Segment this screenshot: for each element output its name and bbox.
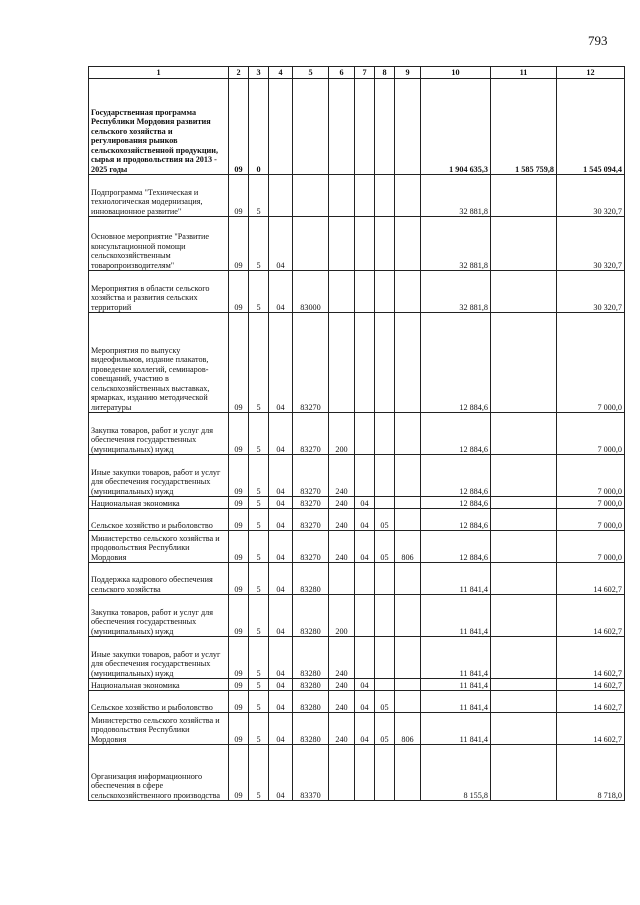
cell-col-10: 12 884,6 [421,455,491,497]
column-header: 12 [557,67,625,79]
table-row [89,313,625,413]
cell-col-11 [491,745,557,801]
cell-col-9 [395,745,421,801]
cell-col-8 [375,563,395,595]
cell-col-10: 32 881,8 [421,175,491,217]
cell-col-8 [375,79,395,175]
cell-col-5: 83280 [293,691,329,713]
cell-col-4: 04 [269,745,293,801]
row-name: Национальная экономика [89,679,229,691]
cell-col-5: 83000 [293,271,329,313]
cell-col-10: 11 841,4 [421,691,491,713]
cell-col-2: 09 [229,497,249,509]
cell-col-3: 5 [249,563,269,595]
column-header: 3 [249,67,269,79]
cell-col-5: 83270 [293,313,329,413]
row-name: Иные закупки товаров, работ и услуг для обеспечения государственных (муниципальных) нужд [89,455,229,497]
cell-col-8: 05 [375,713,395,745]
cell-col-2: 09 [229,313,249,413]
cell-col-8 [375,745,395,801]
cell-col-7 [355,455,375,497]
cell-col-4: 04 [269,531,293,563]
cell-col-5: 83270 [293,509,329,531]
cell-col-8: 05 [375,691,395,713]
cell-col-5: 83280 [293,637,329,679]
row-name: Мероприятия по выпуску видеофильмов, издание плакатов, проведение коллегий, семинаров-совещаний, участию в сельскохозяйственных выставках, ярмарках, изданию методической литературы [89,313,229,413]
cell-col-8 [375,679,395,691]
cell-col-8: 05 [375,531,395,563]
row-name: Национальная экономика [89,497,229,509]
cell-col-12: 14 602,7 [557,595,625,637]
cell-col-10: 11 841,4 [421,637,491,679]
cell-col-10: 11 841,4 [421,679,491,691]
cell-col-5: 83280 [293,713,329,745]
table-row [89,271,625,313]
cell-col-11: 1 585 759,8 [491,79,557,175]
cell-col-12: 30 320,7 [557,271,625,313]
cell-col-10: 12 884,6 [421,413,491,455]
cell-col-12: 30 320,7 [557,217,625,271]
cell-col-6 [329,217,355,271]
cell-col-3: 5 [249,679,269,691]
cell-col-2: 09 [229,509,249,531]
cell-col-6: 240 [329,531,355,563]
cell-col-11 [491,313,557,413]
cell-col-10: 32 881,8 [421,217,491,271]
cell-col-10: 11 841,4 [421,563,491,595]
column-header: 9 [395,67,421,79]
cell-col-3: 5 [249,497,269,509]
cell-col-11 [491,637,557,679]
cell-col-4: 04 [269,595,293,637]
cell-col-9 [395,271,421,313]
table-row [89,595,625,637]
cell-col-2: 09 [229,455,249,497]
cell-col-4: 04 [269,563,293,595]
cell-col-12: 1 545 094,4 [557,79,625,175]
row-name: Поддержка кадрового обеспечения сельского хозяйства [89,563,229,595]
cell-col-7: 04 [355,509,375,531]
cell-col-6: 200 [329,595,355,637]
cell-col-3: 0 [249,79,269,175]
cell-col-11 [491,497,557,509]
cell-col-7: 04 [355,679,375,691]
cell-col-11 [491,455,557,497]
cell-col-10: 11 841,4 [421,713,491,745]
cell-col-9 [395,175,421,217]
cell-col-7 [355,413,375,455]
cell-col-8 [375,217,395,271]
cell-col-7 [355,217,375,271]
cell-col-2: 09 [229,595,249,637]
cell-col-8 [375,175,395,217]
cell-col-11 [491,563,557,595]
table-row [89,531,625,563]
row-name: Сельское хозяйство и рыболовство [89,691,229,713]
cell-col-9 [395,595,421,637]
table-row [89,217,625,271]
cell-col-5: 83270 [293,497,329,509]
cell-col-6: 200 [329,413,355,455]
cell-col-4: 04 [269,637,293,679]
cell-col-6: 240 [329,509,355,531]
cell-col-2: 09 [229,691,249,713]
cell-col-4: 04 [269,271,293,313]
row-name: Иные закупки товаров, работ и услуг для обеспечения государственных (муниципальных) нужд [89,637,229,679]
cell-col-3: 5 [249,637,269,679]
cell-col-6: 240 [329,455,355,497]
cell-col-7 [355,563,375,595]
cell-col-6: 240 [329,691,355,713]
table-row [89,713,625,745]
cell-col-4: 04 [269,509,293,531]
table-row [89,745,625,801]
cell-col-3: 5 [249,509,269,531]
cell-col-3: 5 [249,713,269,745]
cell-col-12: 7 000,0 [557,531,625,563]
cell-col-12: 7 000,0 [557,413,625,455]
cell-col-12: 7 000,0 [557,313,625,413]
cell-col-2: 09 [229,217,249,271]
table-row [89,79,625,175]
cell-col-5: 83280 [293,563,329,595]
cell-col-7 [355,79,375,175]
cell-col-6 [329,79,355,175]
column-header: 10 [421,67,491,79]
cell-col-4: 04 [269,455,293,497]
table-row [89,413,625,455]
cell-col-5 [293,175,329,217]
cell-col-2: 09 [229,745,249,801]
cell-col-6: 240 [329,713,355,745]
cell-col-4: 04 [269,217,293,271]
column-header: 5 [293,67,329,79]
cell-col-9 [395,313,421,413]
row-name: Закупка товаров, работ и услуг для обеспечения государственных (муниципальных) нужд [89,595,229,637]
table-header-row [89,67,625,79]
cell-col-5: 83280 [293,595,329,637]
cell-col-11 [491,713,557,745]
cell-col-12: 7 000,0 [557,497,625,509]
cell-col-12: 14 602,7 [557,713,625,745]
cell-col-8 [375,455,395,497]
cell-col-9 [395,679,421,691]
cell-col-6 [329,271,355,313]
cell-col-4: 04 [269,497,293,509]
cell-col-3: 5 [249,175,269,217]
column-header: 2 [229,67,249,79]
cell-col-11 [491,595,557,637]
row-name: Подпрограмма "Техническая и технологическая модернизация, инновационное развитие" [89,175,229,217]
cell-col-2: 09 [229,531,249,563]
cell-col-3: 5 [249,455,269,497]
column-header: 1 [89,67,229,79]
cell-col-6 [329,563,355,595]
cell-col-3: 5 [249,691,269,713]
cell-col-12: 14 602,7 [557,679,625,691]
cell-col-4: 04 [269,679,293,691]
cell-col-12: 7 000,0 [557,509,625,531]
cell-col-5: 83370 [293,745,329,801]
cell-col-3: 5 [249,531,269,563]
cell-col-6 [329,175,355,217]
budget-table [88,66,625,801]
cell-col-9 [395,79,421,175]
cell-col-11 [491,531,557,563]
cell-col-11 [491,509,557,531]
cell-col-9 [395,691,421,713]
cell-col-8 [375,497,395,509]
cell-col-12: 14 602,7 [557,563,625,595]
cell-col-5: 83280 [293,679,329,691]
cell-col-4: 04 [269,713,293,745]
cell-col-5: 83270 [293,455,329,497]
row-name: Сельское хозяйство и рыболовство [89,509,229,531]
cell-col-6: 240 [329,497,355,509]
cell-col-7 [355,313,375,413]
cell-col-8 [375,413,395,455]
cell-col-3: 5 [249,217,269,271]
row-name: Мероприятия в области сельского хозяйства и развития сельских территорий [89,271,229,313]
cell-col-9 [395,217,421,271]
cell-col-6 [329,313,355,413]
column-header: 8 [375,67,395,79]
cell-col-9 [395,637,421,679]
cell-col-7: 04 [355,691,375,713]
cell-col-8: 05 [375,509,395,531]
cell-col-9: 806 [395,531,421,563]
cell-col-8 [375,595,395,637]
row-name: Основное мероприятие "Развитие консультационной помощи сельскохозяйственным товаропроизводителям" [89,217,229,271]
page-number: 793 [588,33,608,48]
cell-col-3: 5 [249,413,269,455]
cell-col-7 [355,637,375,679]
cell-col-8 [375,313,395,413]
cell-col-12: 14 602,7 [557,637,625,679]
table-row [89,637,625,679]
cell-col-7 [355,745,375,801]
row-name: Организация информационного обеспечения в сфере сельскохозяйственного производства [89,745,229,801]
cell-col-6: 240 [329,637,355,679]
cell-col-10: 32 881,8 [421,271,491,313]
cell-col-11 [491,413,557,455]
cell-col-12: 8 718,0 [557,745,625,801]
cell-col-9 [395,497,421,509]
cell-col-8 [375,271,395,313]
cell-col-10: 12 884,6 [421,509,491,531]
row-name: Министерство сельского хозяйства и продовольствия Республики Мордовия [89,713,229,745]
table-row [89,455,625,497]
cell-col-9 [395,455,421,497]
cell-col-11 [491,679,557,691]
table-row [89,679,625,691]
row-name: Министерство сельского хозяйства и продовольствия Республики Мордовия [89,531,229,563]
cell-col-11 [491,271,557,313]
cell-col-5 [293,79,329,175]
cell-col-6 [329,745,355,801]
cell-col-9 [395,563,421,595]
column-header: 6 [329,67,355,79]
cell-col-9: 806 [395,713,421,745]
cell-col-6: 240 [329,679,355,691]
table-row [89,563,625,595]
column-header: 11 [491,67,557,79]
column-header: 4 [269,67,293,79]
cell-col-7 [355,595,375,637]
cell-col-12: 14 602,7 [557,691,625,713]
cell-col-10: 1 904 635,3 [421,79,491,175]
cell-col-10: 12 884,6 [421,497,491,509]
table-row [89,509,625,531]
cell-col-2: 09 [229,679,249,691]
cell-col-4 [269,79,293,175]
cell-col-4 [269,175,293,217]
cell-col-7 [355,175,375,217]
cell-col-3: 5 [249,595,269,637]
cell-col-2: 09 [229,413,249,455]
table-row [89,691,625,713]
cell-col-12: 30 320,7 [557,175,625,217]
cell-col-4: 04 [269,691,293,713]
column-header: 7 [355,67,375,79]
cell-col-3: 5 [249,745,269,801]
cell-col-2: 09 [229,271,249,313]
cell-col-10: 11 841,4 [421,595,491,637]
cell-col-2: 09 [229,637,249,679]
cell-col-7: 04 [355,497,375,509]
table-row [89,175,625,217]
cell-col-2: 09 [229,79,249,175]
cell-col-5: 83270 [293,531,329,563]
cell-col-7: 04 [355,531,375,563]
row-name: Закупка товаров, работ и услуг для обеспечения государственных (муниципальных) нужд [89,413,229,455]
cell-col-2: 09 [229,175,249,217]
cell-col-10: 12 884,6 [421,531,491,563]
cell-col-11 [491,217,557,271]
cell-col-5 [293,217,329,271]
cell-col-12: 7 000,0 [557,455,625,497]
cell-col-9 [395,413,421,455]
cell-col-5: 83270 [293,413,329,455]
cell-col-3: 5 [249,313,269,413]
cell-col-11 [491,175,557,217]
cell-col-10: 12 884,6 [421,313,491,413]
cell-col-4: 04 [269,313,293,413]
cell-col-2: 09 [229,563,249,595]
cell-col-4: 04 [269,413,293,455]
table-row [89,497,625,509]
cell-col-9 [395,509,421,531]
cell-col-7: 04 [355,713,375,745]
cell-col-11 [491,691,557,713]
cell-col-10: 8 155,8 [421,745,491,801]
cell-col-8 [375,637,395,679]
cell-col-3: 5 [249,271,269,313]
cell-col-7 [355,271,375,313]
row-name: Государственная программа Республики Мордовия развития сельского хозяйства и регулирования рынков сельскохозяйственной продукции, сырья и продовольствия на 2013 - 2025 годы [89,79,229,175]
cell-col-2: 09 [229,713,249,745]
